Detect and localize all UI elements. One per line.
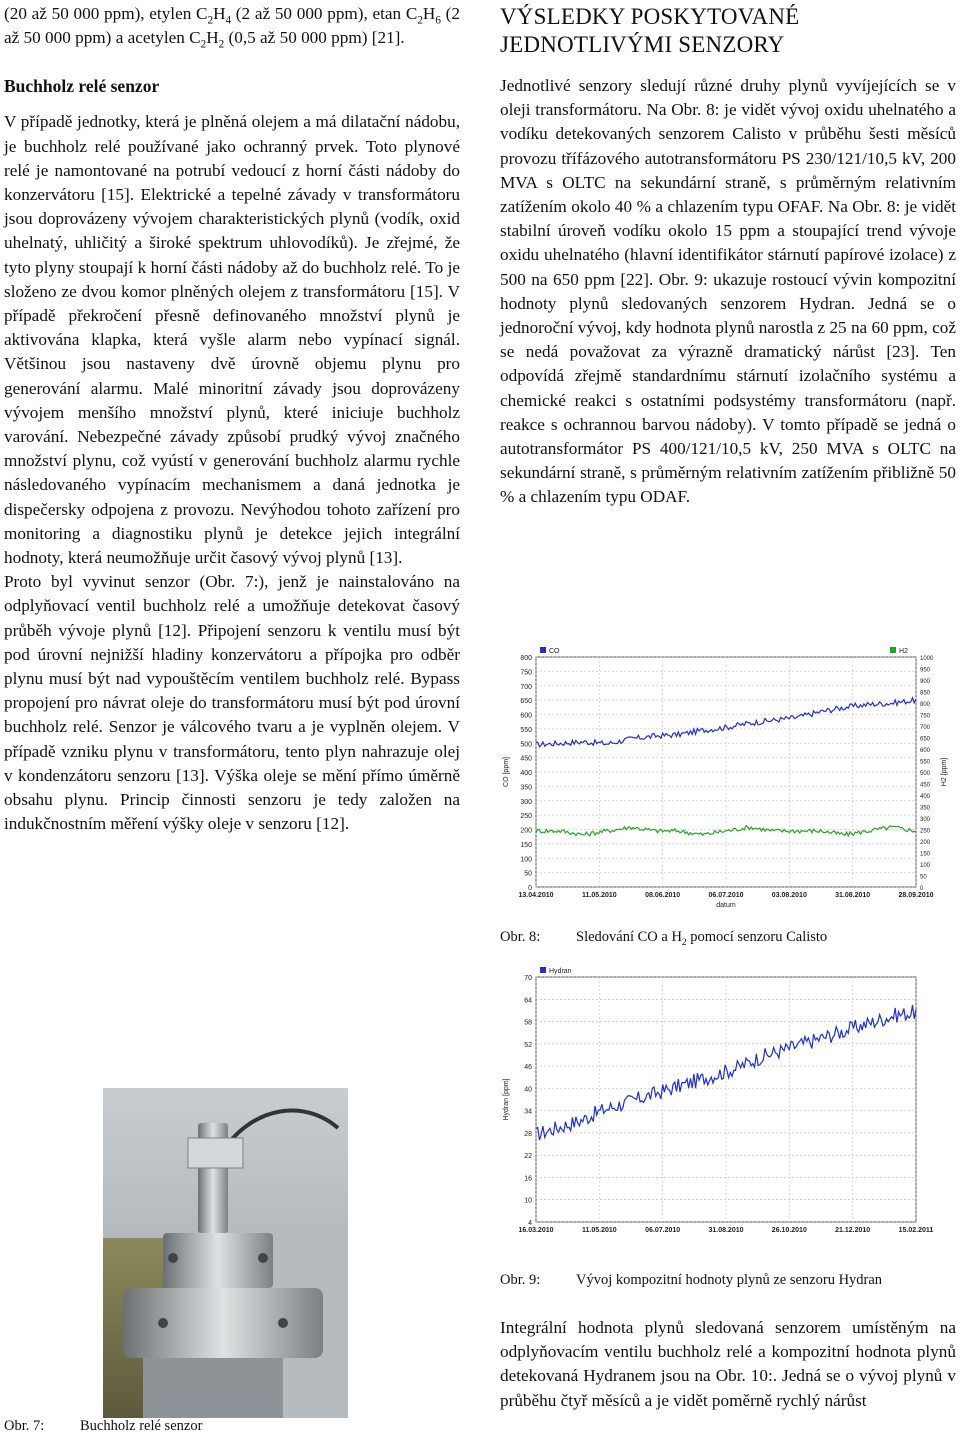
y-tick-label: 800	[520, 655, 532, 662]
legend-label: H2	[899, 648, 908, 655]
y-tick-label: 34	[524, 1108, 532, 1116]
x-tick-label: 13.04.2010	[518, 892, 554, 899]
y2-tick-label: 300	[920, 817, 931, 823]
y-tick-label: 70	[524, 975, 532, 982]
y-tick-label: 200	[520, 827, 532, 835]
photo-bolt	[278, 1318, 288, 1328]
legend-marker	[540, 647, 546, 653]
chart-background	[500, 965, 956, 1250]
y-tick-label: 600	[520, 712, 532, 720]
y2-tick-label: 1000	[920, 656, 934, 662]
photo-flange	[143, 1358, 283, 1418]
left-column	[4, 0, 460, 837]
x-tick-label: 06.07.2010	[645, 1227, 681, 1234]
photo-bolt	[258, 1253, 268, 1263]
photo-bolt	[158, 1318, 168, 1328]
y2-tick-label: 500	[920, 771, 931, 777]
buchholz-paragraph: V případě jednotky, která je plněná olejem a má dilatační nádobu, je buchholz relé používané jako ochranný prvek. Toto plynové relé je namontované na potrubí vedoucí z horní části nádoby do konzervátoru [15]. Elektrické a tepelné závady v transformátoru jsou doprovázeny vývojem charakteristických plynů (vodík, oxid uhelnatý, uhličitý a široké spektrum uhlovodíků). Je zřejmé, že tyto plyny stoupají k horní části nádoby až do buchholz relé. To je složeno ze dvou komor plněných olejem z transformátoru [15]. V případě překročení přesně definovaného množství plynů je aktivována klapka, která vyšle alarm nebo vypínací signál. Většinou jsou nastaveny dvě úrovně objemu plynu pro generování alarmu. Malé minoritní závady jsou doprovázeny vývojem menšího množství plynů, které iniciuje buchholz varování. Nebezpečné závady způsobí prudký vývoj značného množství plynu, což vyústí v generování buchholz alarmu rychle následovaného vypínacím mechanismem a daná jednotka je dispečersky odpojena z provozu. Nevýhodou tohoto zařízení pro monitoring a diagnostiku plynů je detekce jejich integrální hodnoty, která neumožňuje určit časový vývoj plynů [13].	[4, 112, 460, 568]
y2-tick-label: 350	[920, 805, 931, 812]
photo-pipe	[123, 1288, 323, 1358]
y2-tick-label: 200	[920, 840, 931, 846]
y2-tick-label: 0	[920, 886, 924, 892]
y2-tick-label: 700	[920, 725, 931, 731]
buchholz-sensor-photo	[103, 1088, 348, 1418]
x-tick-label: 15.02.2011	[898, 1227, 934, 1234]
x-tick-label: 11.05.2010	[582, 1227, 617, 1234]
photo-valve-block	[163, 1233, 273, 1288]
y2-tick-label: 150	[920, 851, 931, 858]
x-tick-label: 06.07.2010	[708, 892, 744, 899]
x-tick-label: 16.03.2010	[518, 1227, 554, 1234]
x-tick-label: 31.08.2010	[708, 1227, 744, 1234]
y2-tick-label: 450	[920, 782, 931, 789]
y-tick-label: 58	[524, 1019, 532, 1027]
x-tick-label: 08.06.2010	[645, 892, 681, 899]
x-tick-label: 31.08.2010	[835, 892, 871, 899]
y2-tick-label: 950	[920, 667, 931, 674]
x-axis-label: datum	[716, 902, 736, 909]
photo-bolt	[168, 1253, 178, 1263]
hydran-chart	[500, 965, 956, 1250]
y-axis-label: CO [ppm]	[503, 757, 510, 787]
y2-tick-label: 550	[920, 759, 931, 766]
y-tick-label: 400	[520, 770, 532, 777]
y-tick-label: 0	[528, 885, 532, 892]
y-tick-label: 64	[524, 997, 532, 1005]
right-column	[500, 0, 956, 510]
y-tick-label: 52	[524, 1041, 532, 1049]
y2-tick-label: 600	[920, 748, 931, 754]
y-tick-label: 250	[520, 813, 532, 821]
integral-paragraph: Integrální hodnota plynů sledovaná senzorem umístěným na odplyňovacím ventilu buchholz relé a kompozitní hodnota plynů detekovaná Hydranem jsou na Obr. 10:. Jedná se o vývoj plynů v průběhu čtyř měsíců a je vidět poměrně rychlý nárůst	[500, 1318, 956, 1410]
y-tick-label: 4	[528, 1220, 532, 1227]
legend-label: Hydran	[549, 968, 572, 975]
y2-tick-label: 250	[920, 828, 931, 835]
fig9-caption: Obr. 9: Vývoj kompozitní hodnoty plynů ze senzoru Hydran	[500, 1272, 883, 1288]
x-tick-label: 03.08.2010	[771, 892, 807, 899]
fig7-caption: Obr. 7: Buchholz relé senzor	[4, 1418, 203, 1434]
x-tick-label: 11.05.2010	[582, 892, 617, 899]
y2-tick-label: 400	[920, 794, 931, 800]
x-tick-label: 21.12.2010	[835, 1227, 871, 1234]
y2-axis-label: H2 [ppm]	[941, 757, 948, 787]
x-tick-label: 26.10.2010	[771, 1227, 807, 1234]
y-tick-label: 750	[520, 669, 532, 677]
y-tick-label: 28	[524, 1130, 532, 1138]
y-tick-label: 40	[524, 1086, 532, 1094]
y2-tick-label: 850	[920, 690, 931, 697]
intro-paragraph: (20 až 50 000 ppm), etylen $C_2H_4$ (2 až 50 000 ppm), etan $C_2H_6$ (2 až 50 000 ppm) a acetylen $C_2H_2$ (0,5 až 50 000 ppm) [21].	[4, 4, 460, 51]
photo-sensor-head	[188, 1138, 243, 1168]
y-tick-label: 46	[524, 1064, 532, 1072]
y-tick-label: 500	[520, 741, 532, 749]
legend-label: CO	[549, 648, 560, 655]
buchholz-heading: Buchholz relé senzor	[4, 76, 160, 97]
sensor-paragraph: Proto byl vyvinut senzor (Obr. 7:), jenž je nainstalováno na odplyňovací ventil buchholz relé a umožňuje detekovat časový průběh vývoje plynů [12]. Připojení senzoru k ventilu musí být pod úrovní nejnižší hladiny konzervátoru a přípojka pro odběr plynu musí být nad vypouštěcím ventilem buchholz relé. Bypass propojení pro návrat oleje do transformátoru musí být pod úrovní buchholz relé. Senzor je válcového tvaru a je vyplněn olejem. V případě vzniku plynu v transformátoru, tento plyn nahrazuje olej v kondenzátoru senzoru [13]. Výška oleje se mění přímo úměrně obsahu plynu. Princip činnosti senzoru je tedy založen na indukčnostním měření výšky oleje v senzoru [12].	[4, 572, 460, 834]
y2-tick-label: 100	[920, 863, 931, 869]
y-tick-label: 550	[520, 726, 532, 734]
x-tick-label: 28.09.2010	[898, 892, 934, 899]
legend-marker	[540, 967, 546, 973]
y-tick-label: 450	[520, 755, 532, 763]
legend-marker	[890, 647, 896, 653]
calisto-chart	[500, 645, 956, 913]
y2-tick-label: 650	[920, 736, 931, 743]
y-tick-label: 350	[520, 784, 532, 792]
results-heading: VÝSLEDKY POSKYTOVANÉ JEDNOTLIVÝMI SENZORY	[500, 4, 800, 57]
results-paragraph: Jednotlivé senzory sledují různé druhy plynů vyvíjejících se v oleji transformátoru. Na Obr. 8: je vidět vývoj oxidu uhelnatého a vodíku detekovaných senzorem Calisto v průběhu šesti měsíců provozu třífázového autotransformátoru PS 230/121/10,5 kV, 200 MVA s OLTC na sekundární straně, s průměrným relativním zatížením okolo 40 % a chlazením typu OFAF. Na Obr. 8: je vidět stabilní úroveň vodíku okolo 15 ppm a stoupající trend vývoje oxidu uhelnatého (hlavní identifikátor stárnutí papírové izolace) z 500 na 650 ppm [22]. Obr. 9: ukazuje rostoucí vývin kompozitní hodnoty plynů sledovaných senzorem Hydran. Jedná se o jednoroční vývoj, kdy hodnota plynů narostla z 25 na 60 ppm, což se nedá považovat za výrazně dramatický nárůst [23]. Ten odpovídá zřejmě standardnímu stárnutí izolačního systému a chemické reakci s ostatními podsystémy transformátoru (např. reakce s ochrannou barvou nádoby). V tomto případě se jedná o autotransformátor PS 400/121/10,5 kV, 250 MVA s OLTC na sekundární straně, s průměrným relativním zatížením přibližně 50 % a chlazením typu ODAF.	[500, 76, 956, 507]
y-tick-label: 10	[524, 1197, 532, 1205]
y-tick-label: 150	[520, 841, 532, 849]
y-axis-label: Hydran [ppm]	[503, 1078, 510, 1121]
y-tick-label: 22	[524, 1153, 532, 1161]
fig8-caption: Obr. 8: Sledování CO a $H_2$ pomocí senzoru Calisto	[500, 929, 828, 948]
y2-tick-label: 50	[920, 874, 927, 881]
y2-tick-label: 750	[920, 713, 931, 720]
y-tick-label: 50	[524, 870, 532, 878]
y2-tick-label: 900	[920, 679, 931, 685]
y-tick-label: 700	[520, 683, 532, 691]
y-tick-label: 650	[520, 698, 532, 706]
y-tick-label: 100	[520, 856, 532, 864]
y2-tick-label: 800	[920, 702, 931, 708]
y-tick-label: 300	[520, 798, 532, 806]
y-tick-label: 16	[524, 1175, 532, 1183]
